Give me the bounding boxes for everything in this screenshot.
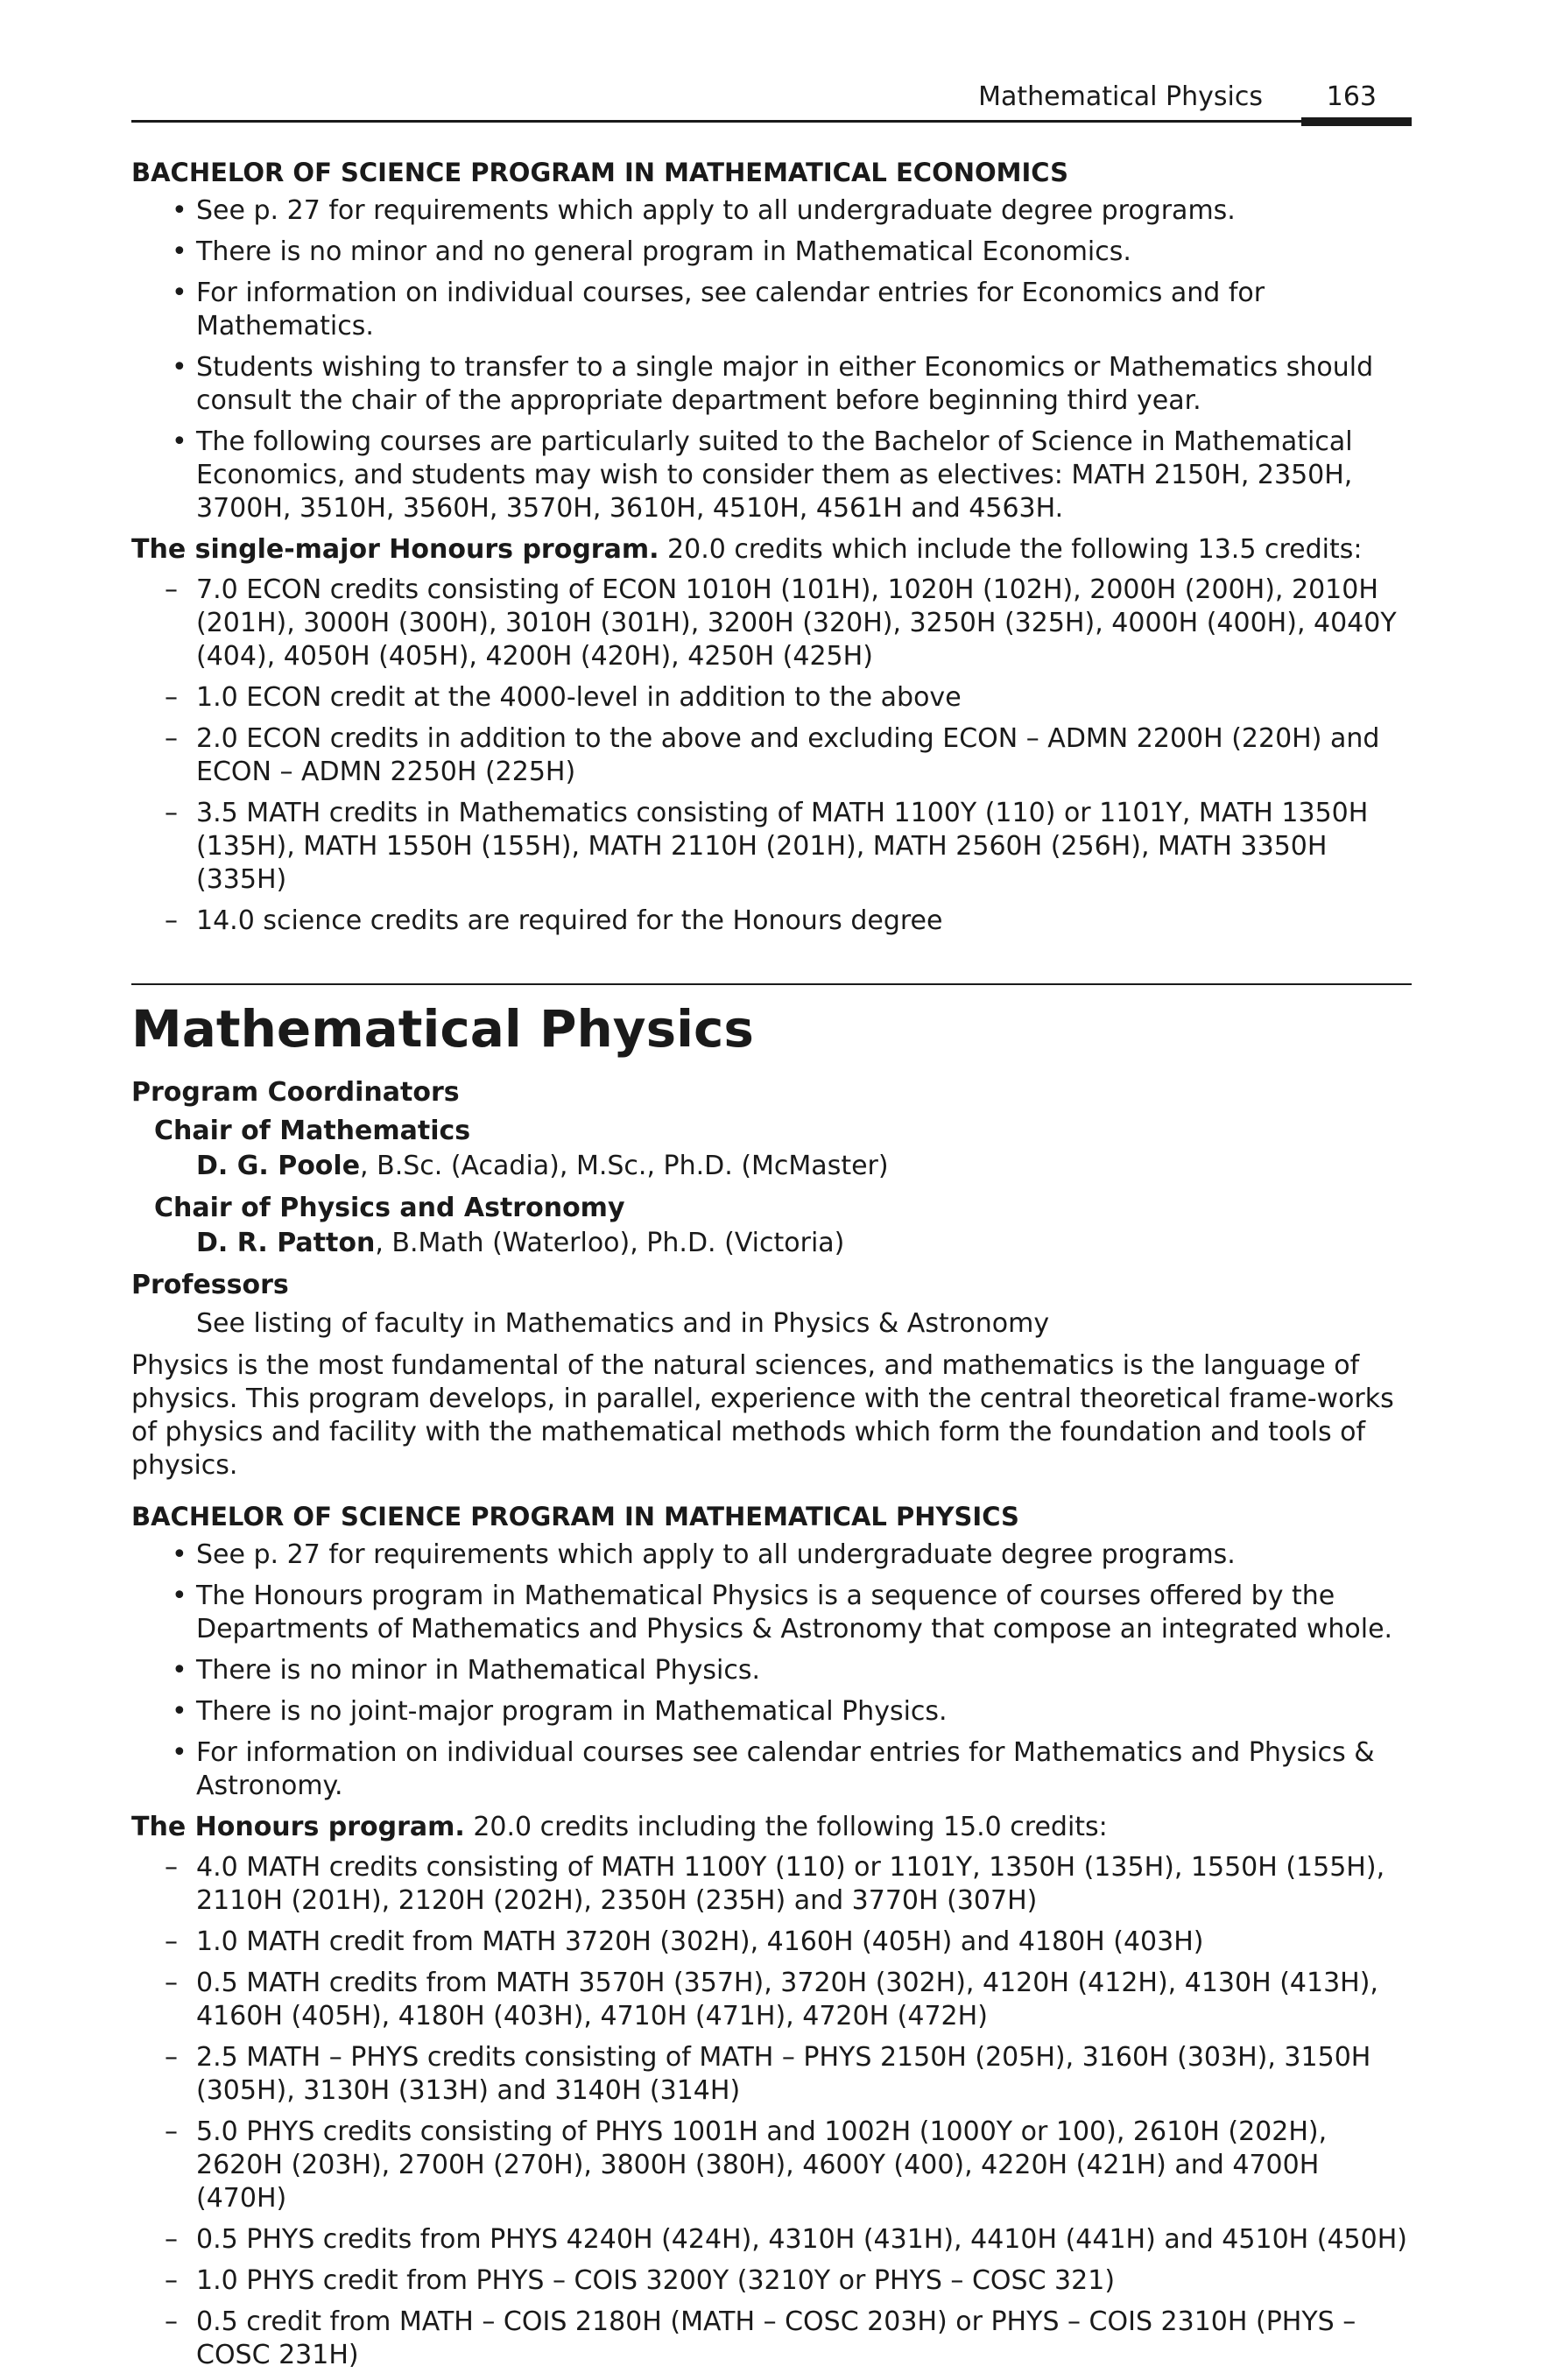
list-item: • See p. 27 for requirements which apply to all undergraduate degree programs. (131, 1539, 1412, 1572)
intro-paragraph: Physics is the most fundamental of the natural sciences, and mathematics is the language of physics. This program develops, in parallel, experience with the central theoretical frame-works of physics and facility with the mathematical methods which form the foundation and tools of physics. (131, 1350, 1394, 1481)
list-item: – 2.0 ECON credits in addition to the above and excluding ECON – ADMN 2200H (220H) and ECON – ADMN 2250H (225H) (131, 722, 1412, 789)
coordinators-heading: Program Coordinators (131, 1077, 460, 1108)
econ-requirement-list (131, 574, 1412, 938)
page-content (131, 156, 1412, 2380)
running-head (131, 77, 1412, 123)
chair-phys-heading: Chair of Physics and Astronomy (154, 1193, 625, 1223)
chair-math-person (196, 1150, 1412, 1183)
list-item: • Students wishing to transfer to a single major in either Economics or Mathematics should consult the chair of the appropriate department before beginning third year. (131, 351, 1412, 418)
physics-program-heading: BACHELOR OF SCIENCE PROGRAM IN MATHEMATICAL PHYSICS (131, 1502, 1019, 1532)
econ-bullet-list (131, 194, 1412, 525)
header-rule (131, 120, 1412, 123)
list-item: • The Honours program in Mathematical Physics is a sequence of courses offered by the Departments of Mathematics and Physics & Astronomy that compose an integrated whole. (131, 1580, 1412, 1646)
header-bar (1301, 117, 1412, 126)
physics-program-line (131, 1811, 1412, 1844)
chair-math-credentials: , B.Sc. (Acadia), M.Sc., Ph.D. (McMaster) (360, 1151, 889, 1181)
section-title: Mathematical Physics (131, 999, 754, 1059)
list-item: – 7.0 ECON credits consisting of ECON 1010H (101H), 1020H (102H), 2000H (200H), 2010H (201H), 3000H (300H), 3010H (301H), 3200H (320H), 3250H (325H), 4000H (400H), 4040Y (404), 4050H (405H), 4200H (420H), 4250H (425H) (131, 574, 1412, 673)
section-divider (131, 983, 1412, 985)
econ-program-text: 20.0 credits which include the following 13.5 credits: (659, 534, 1363, 565)
list-item: – 14.0 science credits are required for the Honours degree (131, 905, 1412, 938)
chair-math-name: D. G. Poole (196, 1151, 361, 1181)
professors-text: See listing of faculty in Mathematics and in Physics & Astronomy (196, 1308, 1050, 1339)
list-item: – 4.0 MATH credits consisting of MATH 1100Y (110) or 1101Y, 1350H (135H), 1550H (155H), 2110H (201H), 2120H (202H), 2350H (235H) and 3770H (307H) (131, 1851, 1412, 1918)
physics-program-text: 20.0 credits including the following 15.0 credits: (464, 1812, 1108, 1842)
physics-bullet-list (131, 1539, 1412, 1803)
list-item: • There is no minor and no general program in Mathematical Economics. (131, 236, 1412, 269)
list-item: – 3.5 MATH credits in Mathematics consisting of MATH 1100Y (110) or 1101Y, MATH 1350H (135H), MATH 1550H (155H), MATH 2110H (201H), MATH 2560H (256H), MATH 3350H (335H) (131, 797, 1412, 897)
running-head-title: Mathematical Physics (978, 81, 1263, 112)
list-item: • There is no joint-major program in Mathematical Physics. (131, 1695, 1412, 1729)
list-item: • The following courses are particularly suited to the Bachelor of Science in Mathematical Economics, and students may wish to consider them as electives: MATH 2150H, 2350H, 3700H, 3510H, 3560H, 3570H, 3610H, 4510H, 4561H and 4563H. (131, 426, 1412, 525)
physics-requirement-list (131, 1851, 1412, 2372)
list-item: – 1.0 MATH credit from MATH 3720H (302H), 4160H (405H) and 4180H (403H) (131, 1926, 1412, 1959)
econ-program-label: The single-major Honours program. (131, 534, 659, 565)
list-item: – 2.5 MATH – PHYS credits consisting of MATH – PHYS 2150H (205H), 3160H (303H), 3150H (305H), 3130H (313H) and 3140H (314H) (131, 2041, 1412, 2108)
list-item: • For information on individual courses, see calendar entries for Economics and for Mathematics. (131, 277, 1412, 343)
list-item: – 0.5 MATH credits from MATH 3570H (357H), 3720H (302H), 4120H (412H), 4130H (413H), 4160H (405H), 4180H (403H), 4710H (471H), 4720H (472H) (131, 1967, 1412, 2033)
list-item: – 0.5 PHYS credits from PHYS 4240H (424H), 4310H (431H), 4410H (441H) and 4510H (450H) (131, 2223, 1412, 2257)
chair-phys-person (196, 1227, 1412, 1260)
econ-program-heading: BACHELOR OF SCIENCE PROGRAM IN MATHEMATICAL ECONOMICS (131, 158, 1069, 187)
list-item: • See p. 27 for requirements which apply to all undergraduate degree programs. (131, 194, 1412, 228)
physics-program-label: The Honours program. (131, 1812, 465, 1842)
chair-math-heading: Chair of Mathematics (154, 1116, 471, 1146)
list-item: – 5.0 PHYS credits consisting of PHYS 1001H and 1002H (1000Y or 100), 2610H (202H), 2620H (203H), 2700H (270H), 3800H (380H), 4600Y (400), 4220H (421H) and 4700H (470H) (131, 2116, 1412, 2215)
chair-phys-credentials: , B.Math (Waterloo), Ph.D. (Victoria) (375, 1228, 845, 1258)
page-number: 163 (1326, 81, 1377, 112)
professors-heading: Professors (131, 1270, 289, 1300)
list-item: – 0.5 credit from MATH – COIS 2180H (MATH – COSC 203H) or PHYS – COIS 2310H (PHYS – COSC 231H) (131, 2306, 1412, 2372)
list-item: – 1.0 PHYS credit from PHYS – COIS 3200Y (3210Y or PHYS – COSC 321) (131, 2264, 1412, 2298)
chair-phys-name: D. R. Patton (196, 1228, 376, 1258)
list-item: – 1.0 ECON credit at the 4000-level in addition to the above (131, 681, 1412, 715)
econ-program-line (131, 533, 1412, 567)
list-item: • There is no minor in Mathematical Physics. (131, 1654, 1412, 1687)
list-item: • For information on individual courses see calendar entries for Mathematics and Physics & Astronomy. (131, 1736, 1412, 1803)
